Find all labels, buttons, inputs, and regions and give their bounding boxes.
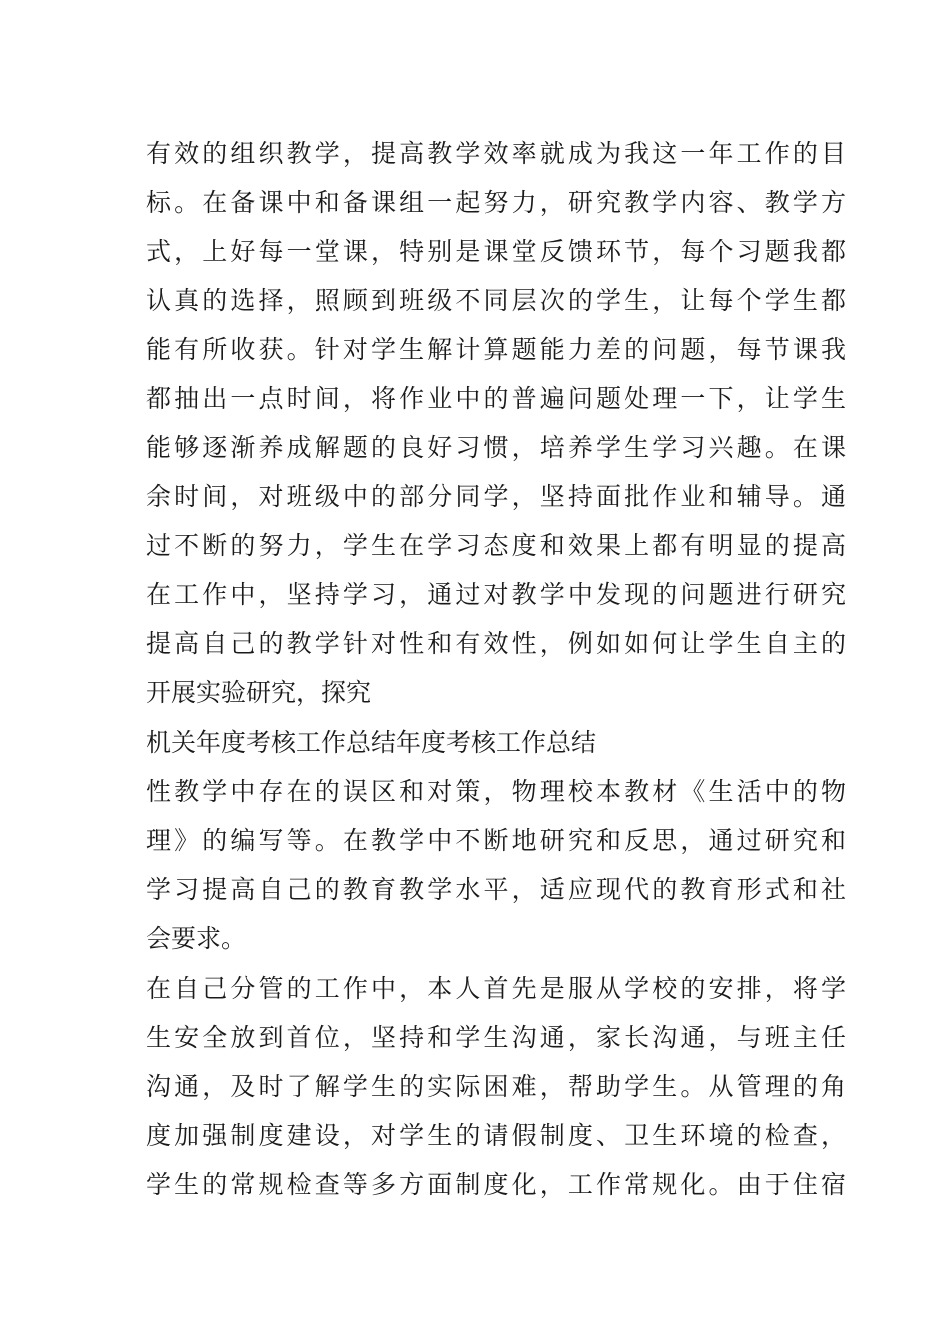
text-line: 标。在备课中和备课组一起努力，研究教学内容、教学方	[146, 188, 846, 217]
text-line: 会要求。	[146, 924, 247, 953]
text-line: 能有所收获。针对学生解计算题能力差的问题，每节课我	[146, 335, 846, 364]
text-line: 沟通，及时了解学生的实际困难，帮助学生。从管理的角	[146, 1072, 846, 1101]
text-line: 都抽出一点时间，将作业中的普遍问题处理一下，让学生	[146, 384, 846, 413]
text-line: 学习提高自己的教育教学水平，适应现代的教育形式和社	[146, 875, 846, 904]
text-line: 学生的常规检查等多方面制度化，工作常规化。由于住宿	[146, 1170, 846, 1199]
text-line: 认真的选择，照顾到班级不同层次的学生，让每个学生都	[146, 286, 846, 315]
text-line: 度加强制度建设，对学生的请假制度、卫生环境的检查，	[146, 1121, 846, 1150]
text-line: 在自己分管的工作中，本人首先是服从学校的安排，将学	[146, 974, 846, 1003]
text-line: 能够逐渐养成解题的良好习惯，培养学生学习兴趣。在课	[146, 433, 846, 462]
text-line: 式，上好每一堂课，特别是课堂反馈环节，每个习题我都	[146, 237, 846, 266]
text-line: 余时间，对班级中的部分同学，坚持面批作业和辅导。通	[146, 482, 846, 511]
text-line: 开展实验研究，探究	[146, 678, 372, 707]
section-heading: 机关年度考核工作总结年度考核工作总结	[146, 728, 597, 757]
text-line: 理》的编写等。在教学中不断地研究和反思，通过研究和	[146, 826, 846, 855]
text-line: 性教学中存在的误区和对策，物理校本教材《生活中的物	[146, 777, 846, 806]
text-line: 过不断的努力，学生在学习态度和效果上都有明显的提高	[146, 531, 846, 560]
text-line: 有效的组织教学，提高教学效率就成为我这一年工作的目	[146, 139, 846, 168]
text-line: 在工作中，坚持学习，通过对教学中发现的问题进行研究	[146, 580, 846, 609]
text-line: 生安全放到首位，坚持和学生沟通，家长沟通，与班主任	[146, 1023, 846, 1052]
text-line: 提高自己的教学针对性和有效性，例如如何让学生自主的	[146, 629, 846, 658]
